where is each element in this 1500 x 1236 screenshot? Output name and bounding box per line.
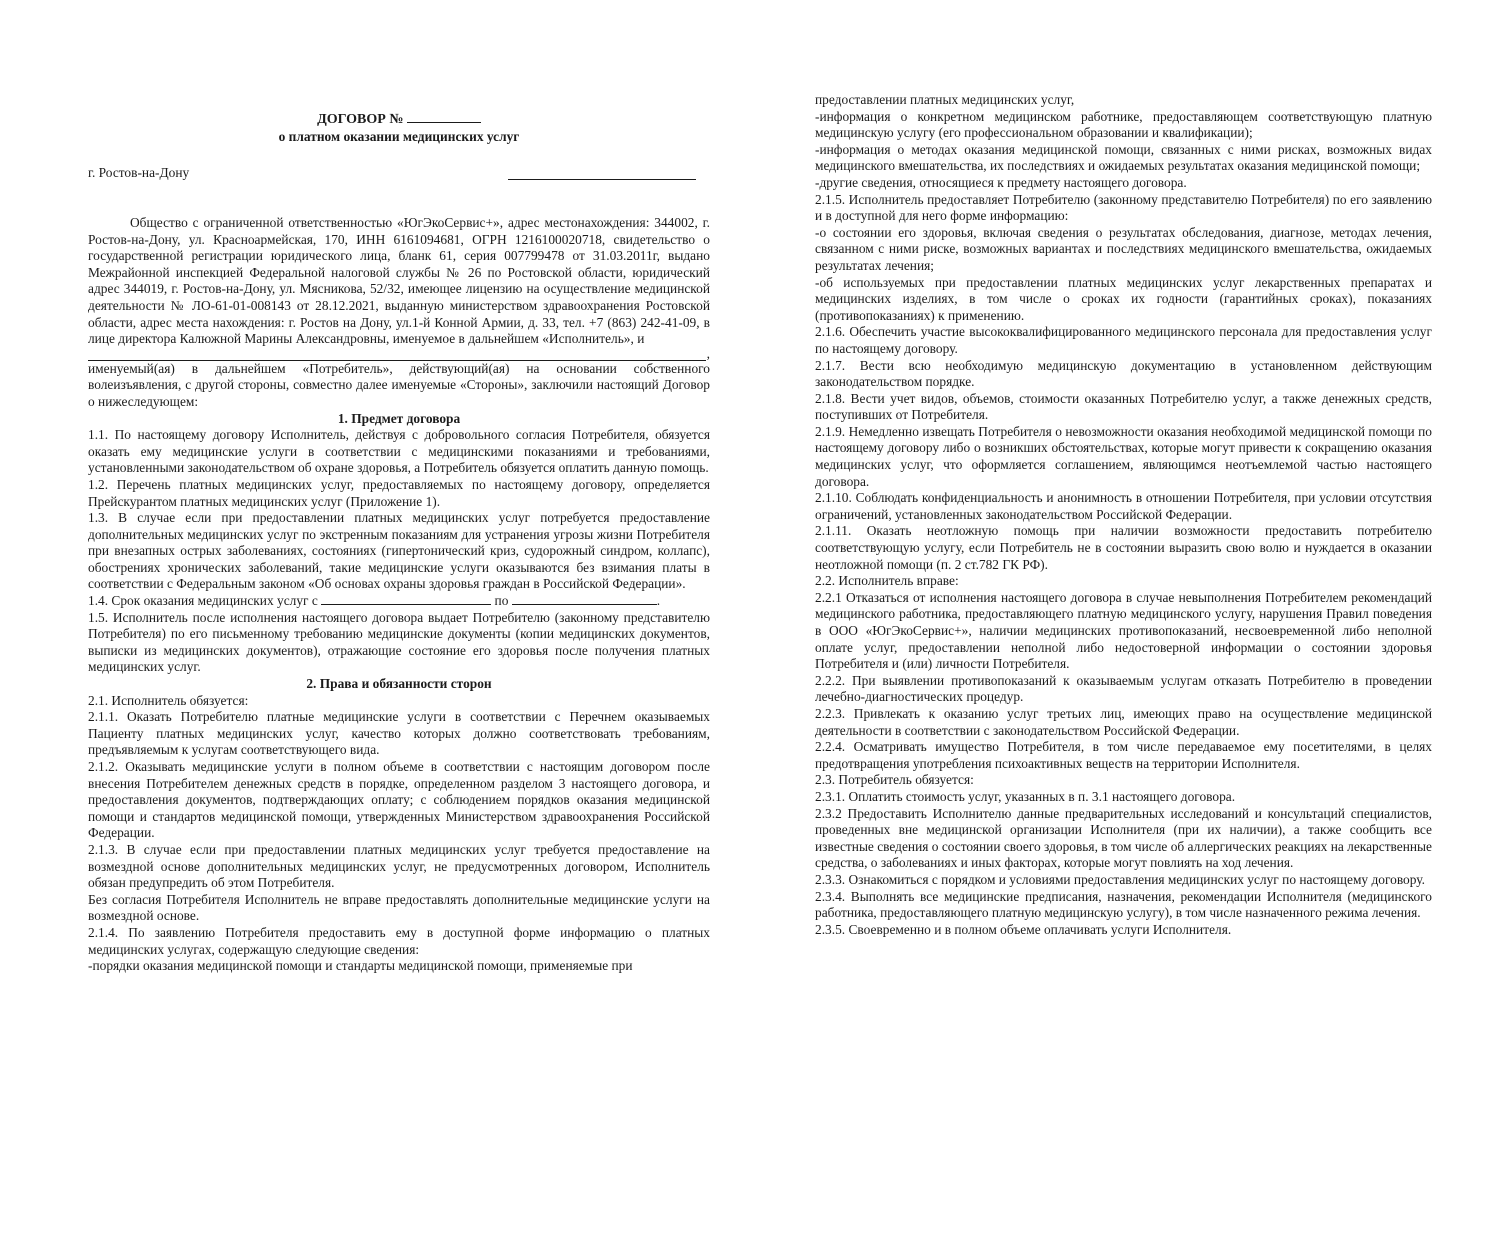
clause-2-2-4: 2.2.4. Осматривать имущество Потребителя, в том числе передаваемое ему посетителями, в целях предотвращения употребления психоактивных веществ на территории Исполнителя. xyxy=(815,739,1432,771)
clause-2-3-3: 2.3.3. Ознакомиться с порядком и условиями предоставления медицинских услуг по настоящему договору. xyxy=(815,871,1425,887)
contract-number-blank xyxy=(407,122,481,123)
clause-2-1: 2.1. Исполнитель обязуется: xyxy=(88,692,249,708)
clause-2-1-8: 2.1.8. Вести учет видов, объемов, стоимости оказанных Потребителю услуг, а также денежных средств, поступивших от Потребителя. xyxy=(815,390,1432,423)
clause-2-1-9: 2.1.9. Немедленно извещать Потребителя о невозможности оказания необходимой медицинской помощи по настоящему договору либо о возникших обстоятельствах, которые могут привести к сокращению оказания медицинских услуг, что оформляется соглашением, являющимся неотъемлемой частью настоящего договора. xyxy=(815,423,1432,489)
clause-2-1-4: 2.1.4. По заявлению Потребителя предоставить ему в доступной форме информацию о платных медицинских услугах, содержащую следующие сведения: xyxy=(88,924,710,957)
clause-2-1-7: 2.1.7. Вести всю необходимую медицинскую документацию в установленном действующим законодательством порядке. xyxy=(815,357,1432,390)
clause-2-1-4-item-methods: -информация о методах оказания медицинской помощи, связанных с ними рисках, возможных видах медицинского вмешательства, их последствиях и ожидаемых результатах оказания медицинской помощи; xyxy=(815,141,1432,174)
city-label: г. Ростов-на-Дону xyxy=(88,165,190,180)
clause-2-1-6: 2.1.6. Обеспечить участие высококвалифицированного медицинского персонала для предоставления услуг по настоящему договору. xyxy=(815,324,1432,356)
document-subtitle: о платном оказании медицинских услуг xyxy=(278,129,520,144)
city-date-row xyxy=(88,165,710,183)
consumer-name-blank: , xyxy=(88,348,706,361)
right-column xyxy=(815,92,1432,938)
clause-2-1-4-continued: предоставлении платных медицинских услуг, xyxy=(815,92,1075,107)
clause-2-3: 2.3. Потребитель обязуется: xyxy=(815,772,974,788)
clause-2-1-3-note: Без согласия Потребителя Исполнитель не вправе предоставлять дополнительные медицинские услуги на возмездной основе. xyxy=(88,891,710,924)
left-column xyxy=(88,0,710,975)
document-title: ДОГОВОР № xyxy=(88,111,710,128)
clause-1-5: 1.5. Исполнитель после исполнения настоящего договора выдает Потребителю (законному представителю Потребителя) по его письменному требованию медицинские документы (копии медицинских документов, выписки из медицинских документов), отражающие состояние его здоровья после получения платных медицинских услуг. xyxy=(88,609,710,675)
consumer-paragraph: именуемый(ая) в дальнейшем «Потребитель», действующий(ая) на основании собственного волеизъявления, с другой стороны, совместно далее именуемые «Стороны», заключили настоящий Договор о нижеследующем: xyxy=(88,360,710,409)
clause-2-3-2: 2.3.2 Предоставить Исполнителю данные предварительных исследований и консультаций специалистов, проведенных вне медицинской организации Исполнителя (при их наличии), а также сообщить все известные сведения о состоянии своего здоровья, в том числе об аллергических реакциях на лекарственные средства, о заболеваниях и иных факторах, которые могут повлиять на ход лечения. xyxy=(815,805,1433,871)
clause-2-1-11: 2.1.11. Оказать неотложную помощь при наличии возможности предоставить потребителю соответствующую услугу, если Потребитель не в состоянии выразить свою волю и нуждается в оказании неотложной помощи (п. 2 ст.782 ГК РФ). xyxy=(815,523,1432,572)
clause-2-2-3: 2.2.3. Привлекать к оказанию услуг третьих лиц, имеющих право на осуществление медицинской деятельности в соответствии с законодательством Российской Федерации. xyxy=(815,705,1432,738)
intro-paragraph: Общество с ограниченной ответственностью «ЮгЭкоСервис+», адрес местонахождения: 344002, г. Ростов-на-Дону, ул. Красноармейская, 170, ИНН 6161094681, ОГРН 1216100020718, свидетельство о государственной регистрации юридического лица, бланк 61, серия 007799478 от 31.03.2011г, выдано Межрайонной инспекцией Федеральной налоговой службы № 26 по Ростовской области, юридический адрес 344019, г. Ростов-на-Дону, ул. Мясникова, 52/32, имеющее лицензию на осуществление медицинской деятельности № ЛО-61-01-008143 от 28.12.2021, выданную министерством здравоохранения Ростовской области, адрес места нахождения: г. Ростов на Дону, ул.1-й Конной Армии, д. 33, тел. +7 (863) 242-41-09, в лице директора Калюжной Марины Александровны, именуемое в дальнейшем «Исполнитель», и xyxy=(88,215,710,347)
clause-2-1-4-item: -порядки оказания медицинской помощи и стандарты медицинской помощи, применяемые при xyxy=(88,958,633,974)
clause-2-2: 2.2. Исполнитель вправе: xyxy=(815,573,959,589)
clause-2-3-4: 2.3.4. Выполнять все медицинские предписания, назначения, рекомендации Исполнителя (медицинского работника, предоставляющего платную медицинскую услугу), в том числе назначенного режима лечения. xyxy=(815,888,1432,921)
clause-2-1-5-health: -о состоянии его здоровья, включая сведения о результатах обследования, диагнозе, методах лечения, связанном с ними риске, возможных вариантах и последствиях медицинского вмешательства, ожидаемых результатах лечения; xyxy=(815,224,1432,273)
clause-2-1-5: 2.1.5. Исполнитель предоставляет Потребителю (законному представителю Потребителя) по его заявлению и в доступной для него форме информацию: xyxy=(815,191,1432,224)
section-2-heading: 2. Права и обязанности сторон xyxy=(306,676,492,692)
clause-2-1-2: 2.1.2. Оказывать медицинские услуги в полном объеме в соответствии с настоящим договором после внесения Потребителем денежных средств в порядке, определенном разделом 3 настоящего договора, и предоставления документов, подтверждающих оплату; с соблюдением порядков оказания медицинской помощи и стандартов медицинской помощи, утвержденных Министерством здравоохранения Российской Федерации. xyxy=(88,759,710,841)
clause-2-1-1: 2.1.1. Оказать Потребителю платные медицинские услуги в соответствии с Перечнем оказываемых Пациенту платных медицинских услуг, качество которых должно соответствовать требованиям, предъявляемым к услугам соответствующего вида. xyxy=(88,709,710,758)
clause-2-3-1: 2.3.1. Оплатить стоимость услуг, указанных в п. 3.1 настоящего договора. xyxy=(815,788,1236,804)
clause-2-3-5: 2.3.5. Своевременно и в полном объеме оплачивать услуги Исполнителя. xyxy=(815,921,1232,937)
clause-2-1-5-drugs: -об используемых при предоставлении платных медицинских услуг лекарственных препаратах и медицинских изделиях, в том числе о сроках их годности (гарантийных сроках), показаниях (противопоказаниях) к применению. xyxy=(815,274,1432,323)
clause-2-1-3: 2.1.3. В случае если при предоставлении платных медицинских услуг требуется предоставление на возмездной основе дополнительных медицинских услуг, не предусмотренных договором, Исполнитель обязан предупредить об этом Потребителя. xyxy=(88,841,710,891)
term-end-blank xyxy=(512,604,657,605)
document-header xyxy=(88,111,710,145)
date-blank xyxy=(508,179,696,180)
term-start-blank xyxy=(321,604,491,605)
clause-1-3: 1.3. В случае если при предоставлении платных медицинских услуг потребуется предоставление дополнительных медицинских услуг по экстренным показаниям для устранения угрозы жизни Потребителя при внезапных острых заболеваниях, состояниях (гипертонический криз, судорожный синдром, коллапс), обострениях хронических заболеваний, такие медицинские услуги оказываются без взимания платы в соответствии с Федеральным законом «Об основах охраны здоровья граждан в Российской Федерации». xyxy=(88,510,710,592)
clause-2-1-4-item-other: -другие сведения, относящиеся к предмету настоящего договора. xyxy=(815,174,1187,190)
clause-1-1: 1.1. По настоящему договору Исполнитель, действуя с добровольного согласия Потребителя, обязуется оказать ему медицинские услуги в соответствии с медицинскими показаниями и требованиями, установленными законодательством об охране здоровья, а Потребитель обязуется оплатить данную помощь. xyxy=(88,427,710,476)
section-1-heading: 1. Предмет договора xyxy=(337,410,461,426)
clause-2-2-1: 2.2.1 Отказаться от исполнения настоящего договора в случае невыполнения Потребителем рекомендаций медицинского работника, предоставляющего платную медицинского услугу, нарушения Правил поведения в ООО «ЮгЭкоСервис+», наличии медицинских противопоказаний, несвоевременной либо неполной оплате услуг, предоставлении неполной либо недостоверной информации о состоянии здоровья Потребителя и (или) личности Потребителя. xyxy=(815,589,1432,672)
clause-1-2: 1.2. Перечень платных медицинских услуг, предоставляемых по настоящему договору, определяется Прейскурантом платных медицинских услуг (Приложение 1). xyxy=(88,476,710,509)
clause-1-4: 1.4. Срок оказания медицинских услуг с по . xyxy=(88,593,661,609)
clause-2-2-2: 2.2.2. При выявлении противопоказаний к оказываемым услугам отказать Потребителю в проведении лечебно-диагностических процедур. xyxy=(815,672,1432,705)
clause-2-1-10: 2.1.10. Соблюдать конфиденциальность и анонимность в отношении Потребителя, при условии отсутствия ограничений, установленных законодательством Российской Федерации. xyxy=(815,490,1432,522)
clause-2-1-4-item-worker: -информация о конкретном медицинском работнике, предоставляющем соответствующую платную медицинскую услугу (его профессиональном образовании и квалификации); xyxy=(815,108,1432,141)
